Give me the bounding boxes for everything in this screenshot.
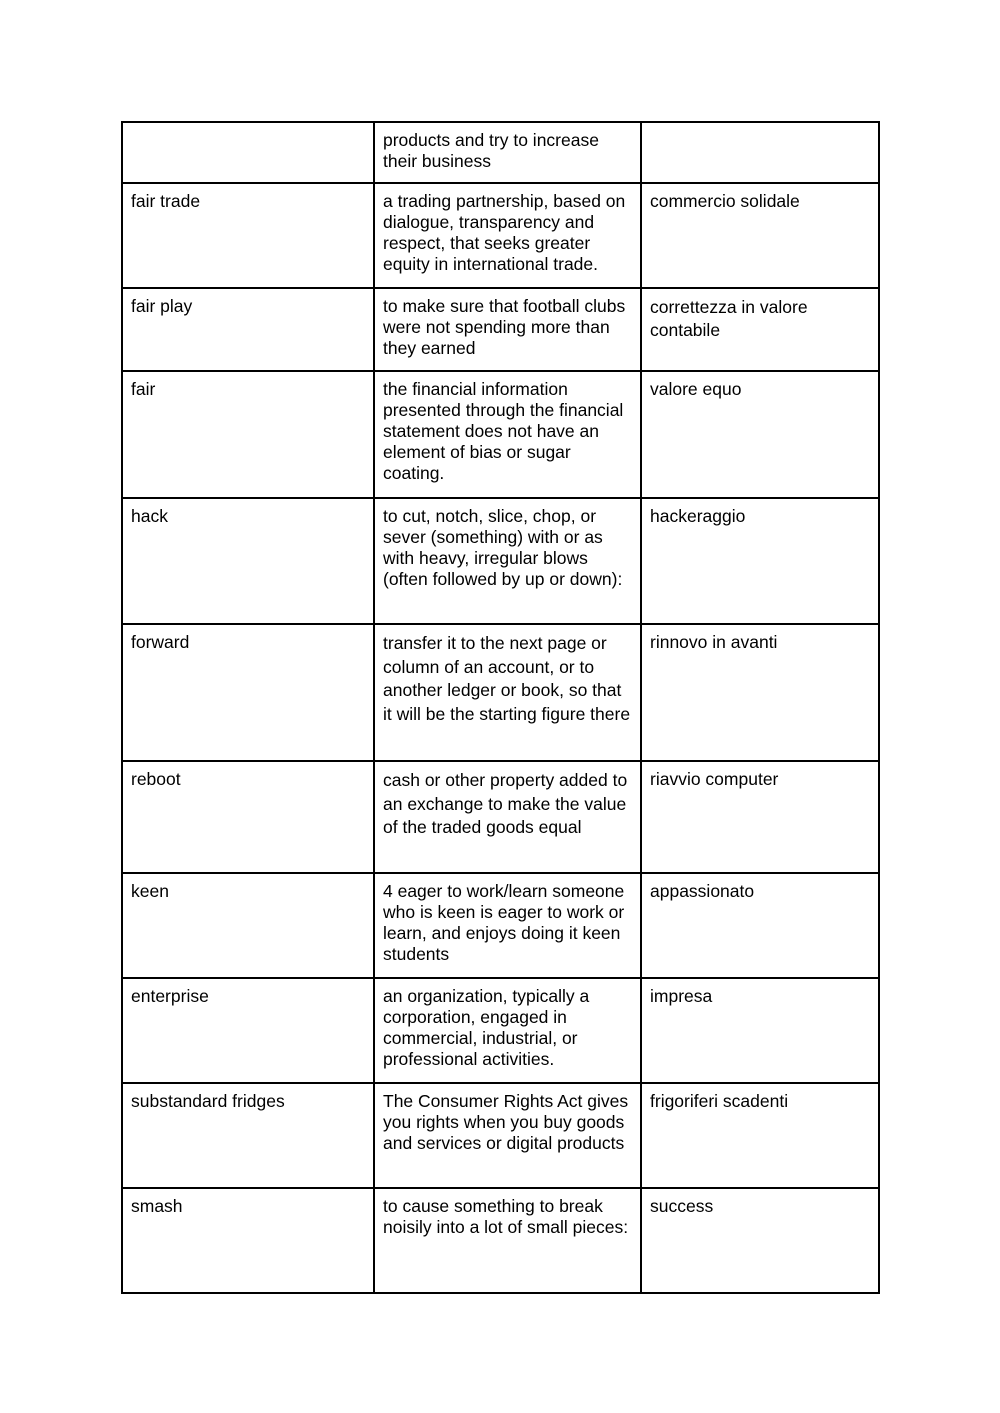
term-cell: substandard fridges <box>122 1083 374 1188</box>
definition-cell: a trading partnership, based on dialogue, transparency and respect, that seeks greater equity in international trade. <box>374 183 641 288</box>
term-cell: enterprise <box>122 978 374 1083</box>
term-cell: forward <box>122 624 374 761</box>
term-cell: keen <box>122 873 374 978</box>
term-cell: hack <box>122 498 374 624</box>
table-row <box>122 624 879 761</box>
table-row <box>122 371 879 498</box>
definition-cell: to make sure that football clubs were not spending more than they earned <box>374 288 641 371</box>
definition-cell: transfer it to the next page or column of an account, or to another ledger or book, so that it will be the starting figure there <box>374 624 641 761</box>
table-row <box>122 1083 879 1188</box>
translation-cell: valore equo <box>641 371 879 498</box>
table-row <box>122 761 879 873</box>
table-row <box>122 183 879 288</box>
definition-cell: the financial information presented through the financial statement does not have an element of bias or sugar coating. <box>374 371 641 498</box>
term-cell: reboot <box>122 761 374 873</box>
translation-cell <box>641 122 879 183</box>
definition-cell: to cut, notch, slice, chop, or sever (something) with or as with heavy, irregular blows (often followed by up or down): <box>374 498 641 624</box>
definition-cell: The Consumer Rights Act gives you rights when you buy goods and services or digital products <box>374 1083 641 1188</box>
table-row <box>122 1188 879 1293</box>
definition-cell: an organization, typically a corporation, engaged in commercial, industrial, or professional activities. <box>374 978 641 1083</box>
translation-cell: appassionato <box>641 873 879 978</box>
term-cell: smash <box>122 1188 374 1293</box>
table-row <box>122 122 879 183</box>
table-row <box>122 498 879 624</box>
term-cell: fair trade <box>122 183 374 288</box>
translation-cell: success <box>641 1188 879 1293</box>
table-row <box>122 978 879 1083</box>
translation-cell: impresa <box>641 978 879 1083</box>
translation-cell: correttezza in valore contabile <box>641 288 879 371</box>
term-cell <box>122 122 374 183</box>
translation-cell: rinnovo in avanti <box>641 624 879 761</box>
definition-cell: cash or other property added to an exchange to make the value of the traded goods equal <box>374 761 641 873</box>
table-row <box>122 873 879 978</box>
definition-cell: 4 eager to work/learn someone who is keen is eager to work or learn, and enjoys doing it keen students <box>374 873 641 978</box>
table-row <box>122 288 879 371</box>
translation-cell: hackeraggio <box>641 498 879 624</box>
translation-cell: riavvio computer <box>641 761 879 873</box>
definition-cell: products and try to increase their business <box>374 122 641 183</box>
translation-cell: frigoriferi scadenti <box>641 1083 879 1188</box>
translation-cell: commercio solidale <box>641 183 879 288</box>
definition-cell: to cause something to break noisily into a lot of small pieces: <box>374 1188 641 1293</box>
term-cell: fair play <box>122 288 374 371</box>
glossary-table <box>121 121 880 1294</box>
term-cell: fair <box>122 371 374 498</box>
